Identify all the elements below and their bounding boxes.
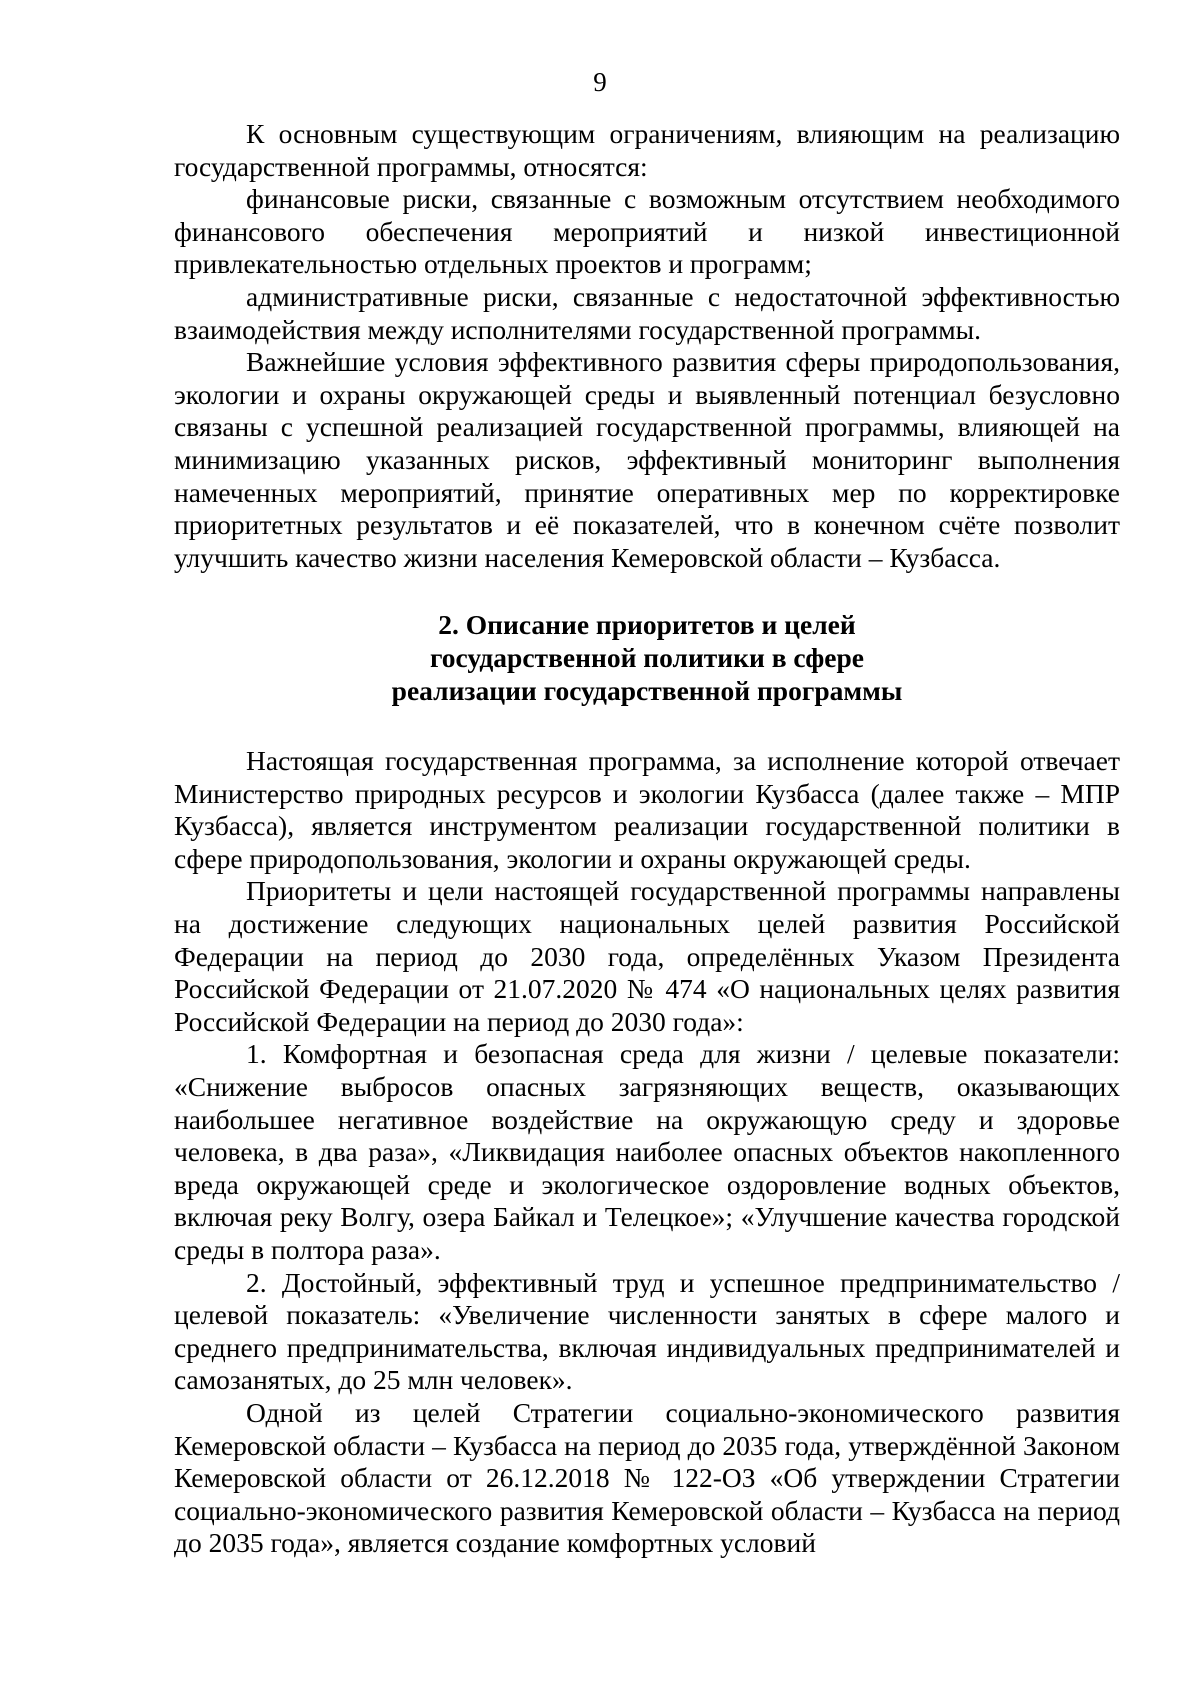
paragraph-strategy-goal: Одной из целей Стратегии социально-экономического развития Кемеровской области – Кузбасса на период до 2035 года, утверждённой Законом Кемеровской области от 26.12.2018 № 122-ОЗ «Об утверждении Стратегии социально-экономического развития Кемеровской области – Кузбасса на период до 2035 года», является создание комфортных условий: [174, 1396, 1120, 1559]
paragraph-goal-decent-work: 2. Достойный, эффективный труд и успешное предпринимательство / целевой показатель: «Увеличение численности занятых в сфере малого и среднего предпринимательства, включая индивидуальных предпринимателей и самозанятых, до 25 млн человек».: [174, 1266, 1120, 1396]
paragraph-financial-risks: финансовые риски, связанные с возможным отсутствием необходимого финансового обеспечения мероприятий и низкой инвестиционной привлекательностью отдельных проектов и программ;: [174, 183, 1120, 280]
page-number: 9: [593, 67, 607, 97]
paragraph-program-ministry: Настоящая государственная программа, за исполнение которой отвечает Министерство природных ресурсов и экологии Кузбасса (далее также – МПР Кузбасса), является инструментом реализации государственной политики в сфере природопользования, экологии и охраны окружающей среды.: [174, 745, 1120, 874]
paragraph-administrative-risks: административные риски, связанные с недостаточной эффективностью взаимодействия между исполнителями государственной программы.: [174, 280, 1120, 345]
paragraph-goal-comfortable-environment: 1. Комфортная и безопасная среда для жизни / целевые показатели: «Снижение выбросов опасных загрязняющих веществ, оказывающих наибольшее негативное воздействие на окружающую среду и здоровье человека, в два раза», «Ликвидация наиболее опасных объектов накопленного вреда окружающей среде и экологическое оздоровление водных объектов, включая реку Волгу, озера Байкал и Телецкое»; «Улучшение качества городской среды в полтора раза».: [174, 1038, 1120, 1265]
section-heading: [174, 609, 1120, 707]
section-heading-line-2: государственной политики в сфере: [429, 641, 865, 673]
paragraph-restrictions-intro: К основным существующим ограничениям, влияющим на реализацию государственной программы, относятся:: [174, 118, 1120, 182]
section-heading-line-1: 2. Описание приоритетов и целей: [438, 609, 856, 641]
section-heading-line-3: реализации государственной программы: [391, 674, 903, 706]
paragraph-key-conditions: Важнейшие условия эффективного развития сферы природопользования, экологии и охраны окружающей среды и выявленный потенциал безусловно связаны с успешной реализацией государственной программы, влияющей на минимизацию указанных рисков, эффективный мониторинг выполнения намеченных мероприятий, принятие оперативных мер по корректировке приоритетных результатов и её показателей, что в конечном счёте позволит улучшить качество жизни населения Кемеровской области – Кузбасса.: [174, 346, 1120, 573]
document-body: [174, 118, 1120, 1560]
paragraph-national-goals: Приоритеты и цели настоящей государственной программы направлены на достижение следующих национальных целей развития Российской Федерации на период до 2030 года, определённых Указом Президента Российской Федерации от 21.07.2020 № 474 «О национальных целях развития Российской Федерации на период до 2030 года»:: [174, 875, 1120, 1037]
